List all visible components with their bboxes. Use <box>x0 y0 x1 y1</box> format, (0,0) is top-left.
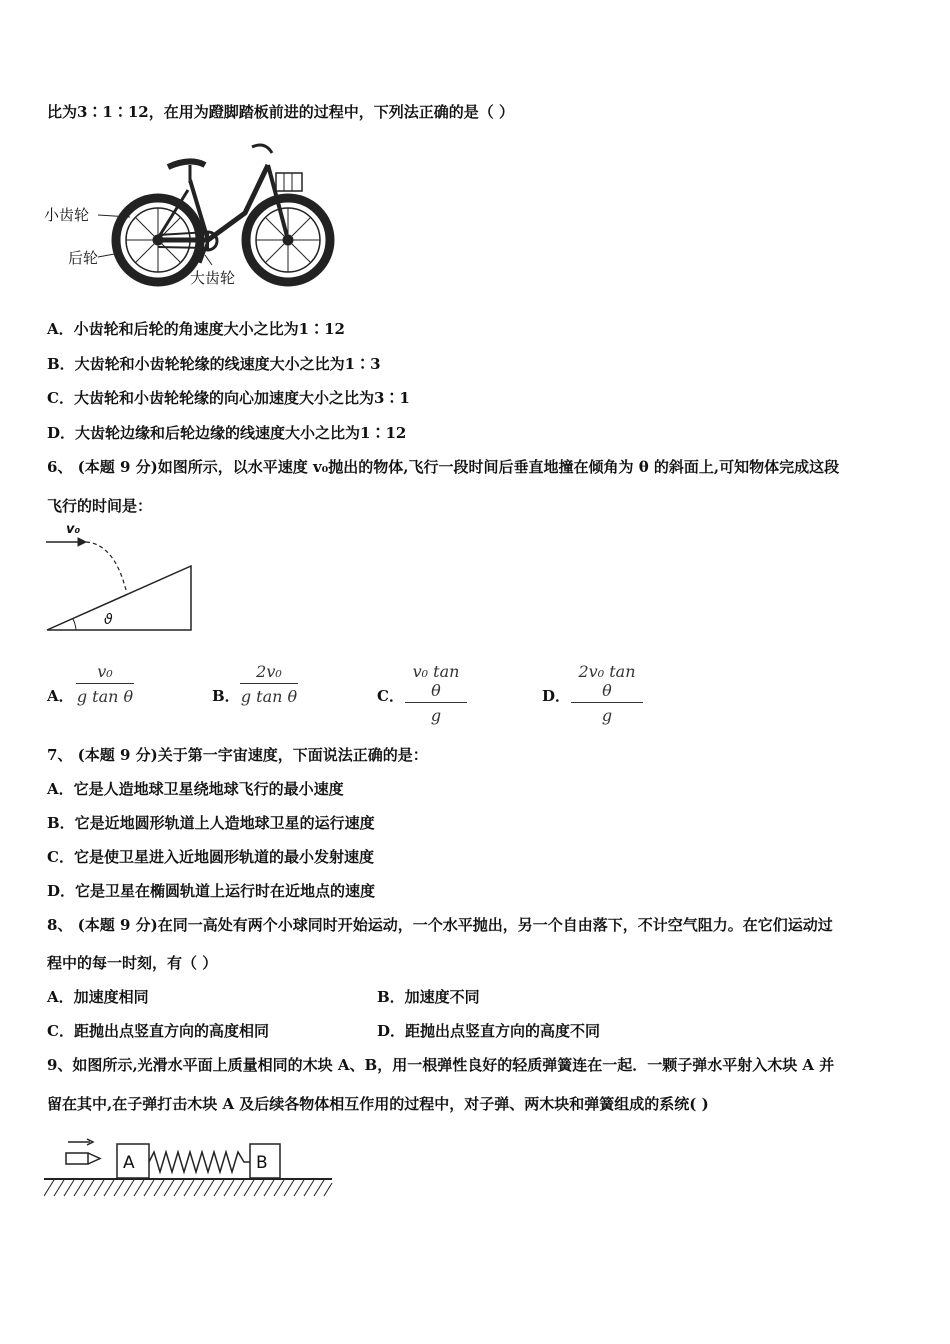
bicycle-figure <box>40 135 340 290</box>
q7-option-a: A．它是人造地球卫星绕地球飞行的最小速度 <box>47 780 344 798</box>
q8-option-b: B．加速度不同 <box>377 988 480 1006</box>
q8-option-d: D．距抛出点竖直方向的高度不同 <box>377 1022 601 1040</box>
q7-option-c: C．它是使卫星进入近地圆形轨道的最小发射速度 <box>47 848 374 866</box>
q6-option-b-formula <box>240 662 298 706</box>
block-a-label: A <box>123 1153 135 1173</box>
q7-stem: 7、 (本题 9 分)关于第一宇宙速度，下面说法正确的是： <box>47 746 428 764</box>
rear-wheel-label: 后轮 <box>68 249 99 267</box>
q6-stem-line1: 6、 (本题 9 分)如图所示，以水平速度 v₀抛出的物体,飞行一段时间后垂直地撞在倾角为 θ 的斜面上,可知物体完成这段 <box>47 458 840 476</box>
q8-option-a: A．加速度相同 <box>47 988 149 1006</box>
q6-option-a-formula <box>76 662 134 706</box>
q5-option-a: A．小齿轮和后轮的角速度大小之比为1∶12 <box>47 320 345 338</box>
big-gear-label: 大齿轮 <box>190 269 236 287</box>
q6-option-d-letter: D． <box>542 687 571 705</box>
block-b-label: B <box>256 1153 268 1173</box>
q6-option-c-formula <box>405 662 467 725</box>
q7-option-d: D．它是卫星在椭圆轨道上运行时在近地点的速度 <box>47 882 376 900</box>
blocks-spring-figure <box>44 1136 334 1202</box>
q6-option-d-den: g <box>601 706 613 725</box>
q6-option-b-letter: B． <box>212 687 240 705</box>
q6-option-a-den: g tan θ <box>76 687 134 706</box>
q5-option-c: C．大齿轮和小齿轮轮缘的向心加速度大小之比为3∶1 <box>47 389 410 407</box>
small-gear-label: 小齿轮 <box>44 206 90 224</box>
q7-option-b: B．它是近地圆形轨道上人造地球卫星的运行速度 <box>47 814 375 832</box>
q5-stem: 比为3∶1∶12，在用为蹬脚踏板前进的过程中，下列法正确的是（ ） <box>47 103 514 121</box>
theta-label: ϑ <box>104 612 113 628</box>
q6-option-c-letter: C． <box>377 687 404 705</box>
q6-option-a-num: v₀ <box>76 662 134 684</box>
incline-figure <box>42 518 202 636</box>
q6-option-c-num: v₀ tan θ <box>405 662 467 703</box>
q8-stem-line1: 8、 (本题 9 分)在同一高处有两个小球同时开始运动，一个水平抛出，另一个自由落下，不计空气阻力。在它们运动过 <box>47 916 833 934</box>
q9-stem-line1: 9、如图所示,光滑水平面上质量相同的木块 A、B，用一根弹性良好的轻质弹簧连在一起．一颗子弹水平射入木块 A 并 <box>47 1056 835 1074</box>
v0-label: v₀ <box>66 522 81 537</box>
q5-option-b: B．大齿轮和小齿轮轮缘的线速度大小之比为1∶3 <box>47 355 381 373</box>
q6-option-b-num: 2v₀ <box>240 662 298 684</box>
q6-option-b-den: g tan θ <box>240 687 298 706</box>
q6-option-c-den: g <box>430 706 442 725</box>
q8-option-c: C．距抛出点竖直方向的高度相同 <box>47 1022 269 1040</box>
q6-stem-line2: 飞行的时间是： <box>47 497 153 515</box>
q5-option-d: D．大齿轮边缘和后轮边缘的线速度大小之比为1∶12 <box>47 424 407 442</box>
q9-stem-line2: 留在其中,在子弹打击木块 A 及后续各物体相互作用的过程中，对子弹、两木块和弹簧组成的系统( ) <box>47 1095 709 1113</box>
q6-option-d-formula <box>571 662 643 725</box>
q6-option-a-letter: A． <box>47 687 74 705</box>
q8-stem-line2: 程中的每一时刻，有（ ） <box>47 954 218 972</box>
q6-option-d-num: 2v₀ tan θ <box>571 662 643 703</box>
